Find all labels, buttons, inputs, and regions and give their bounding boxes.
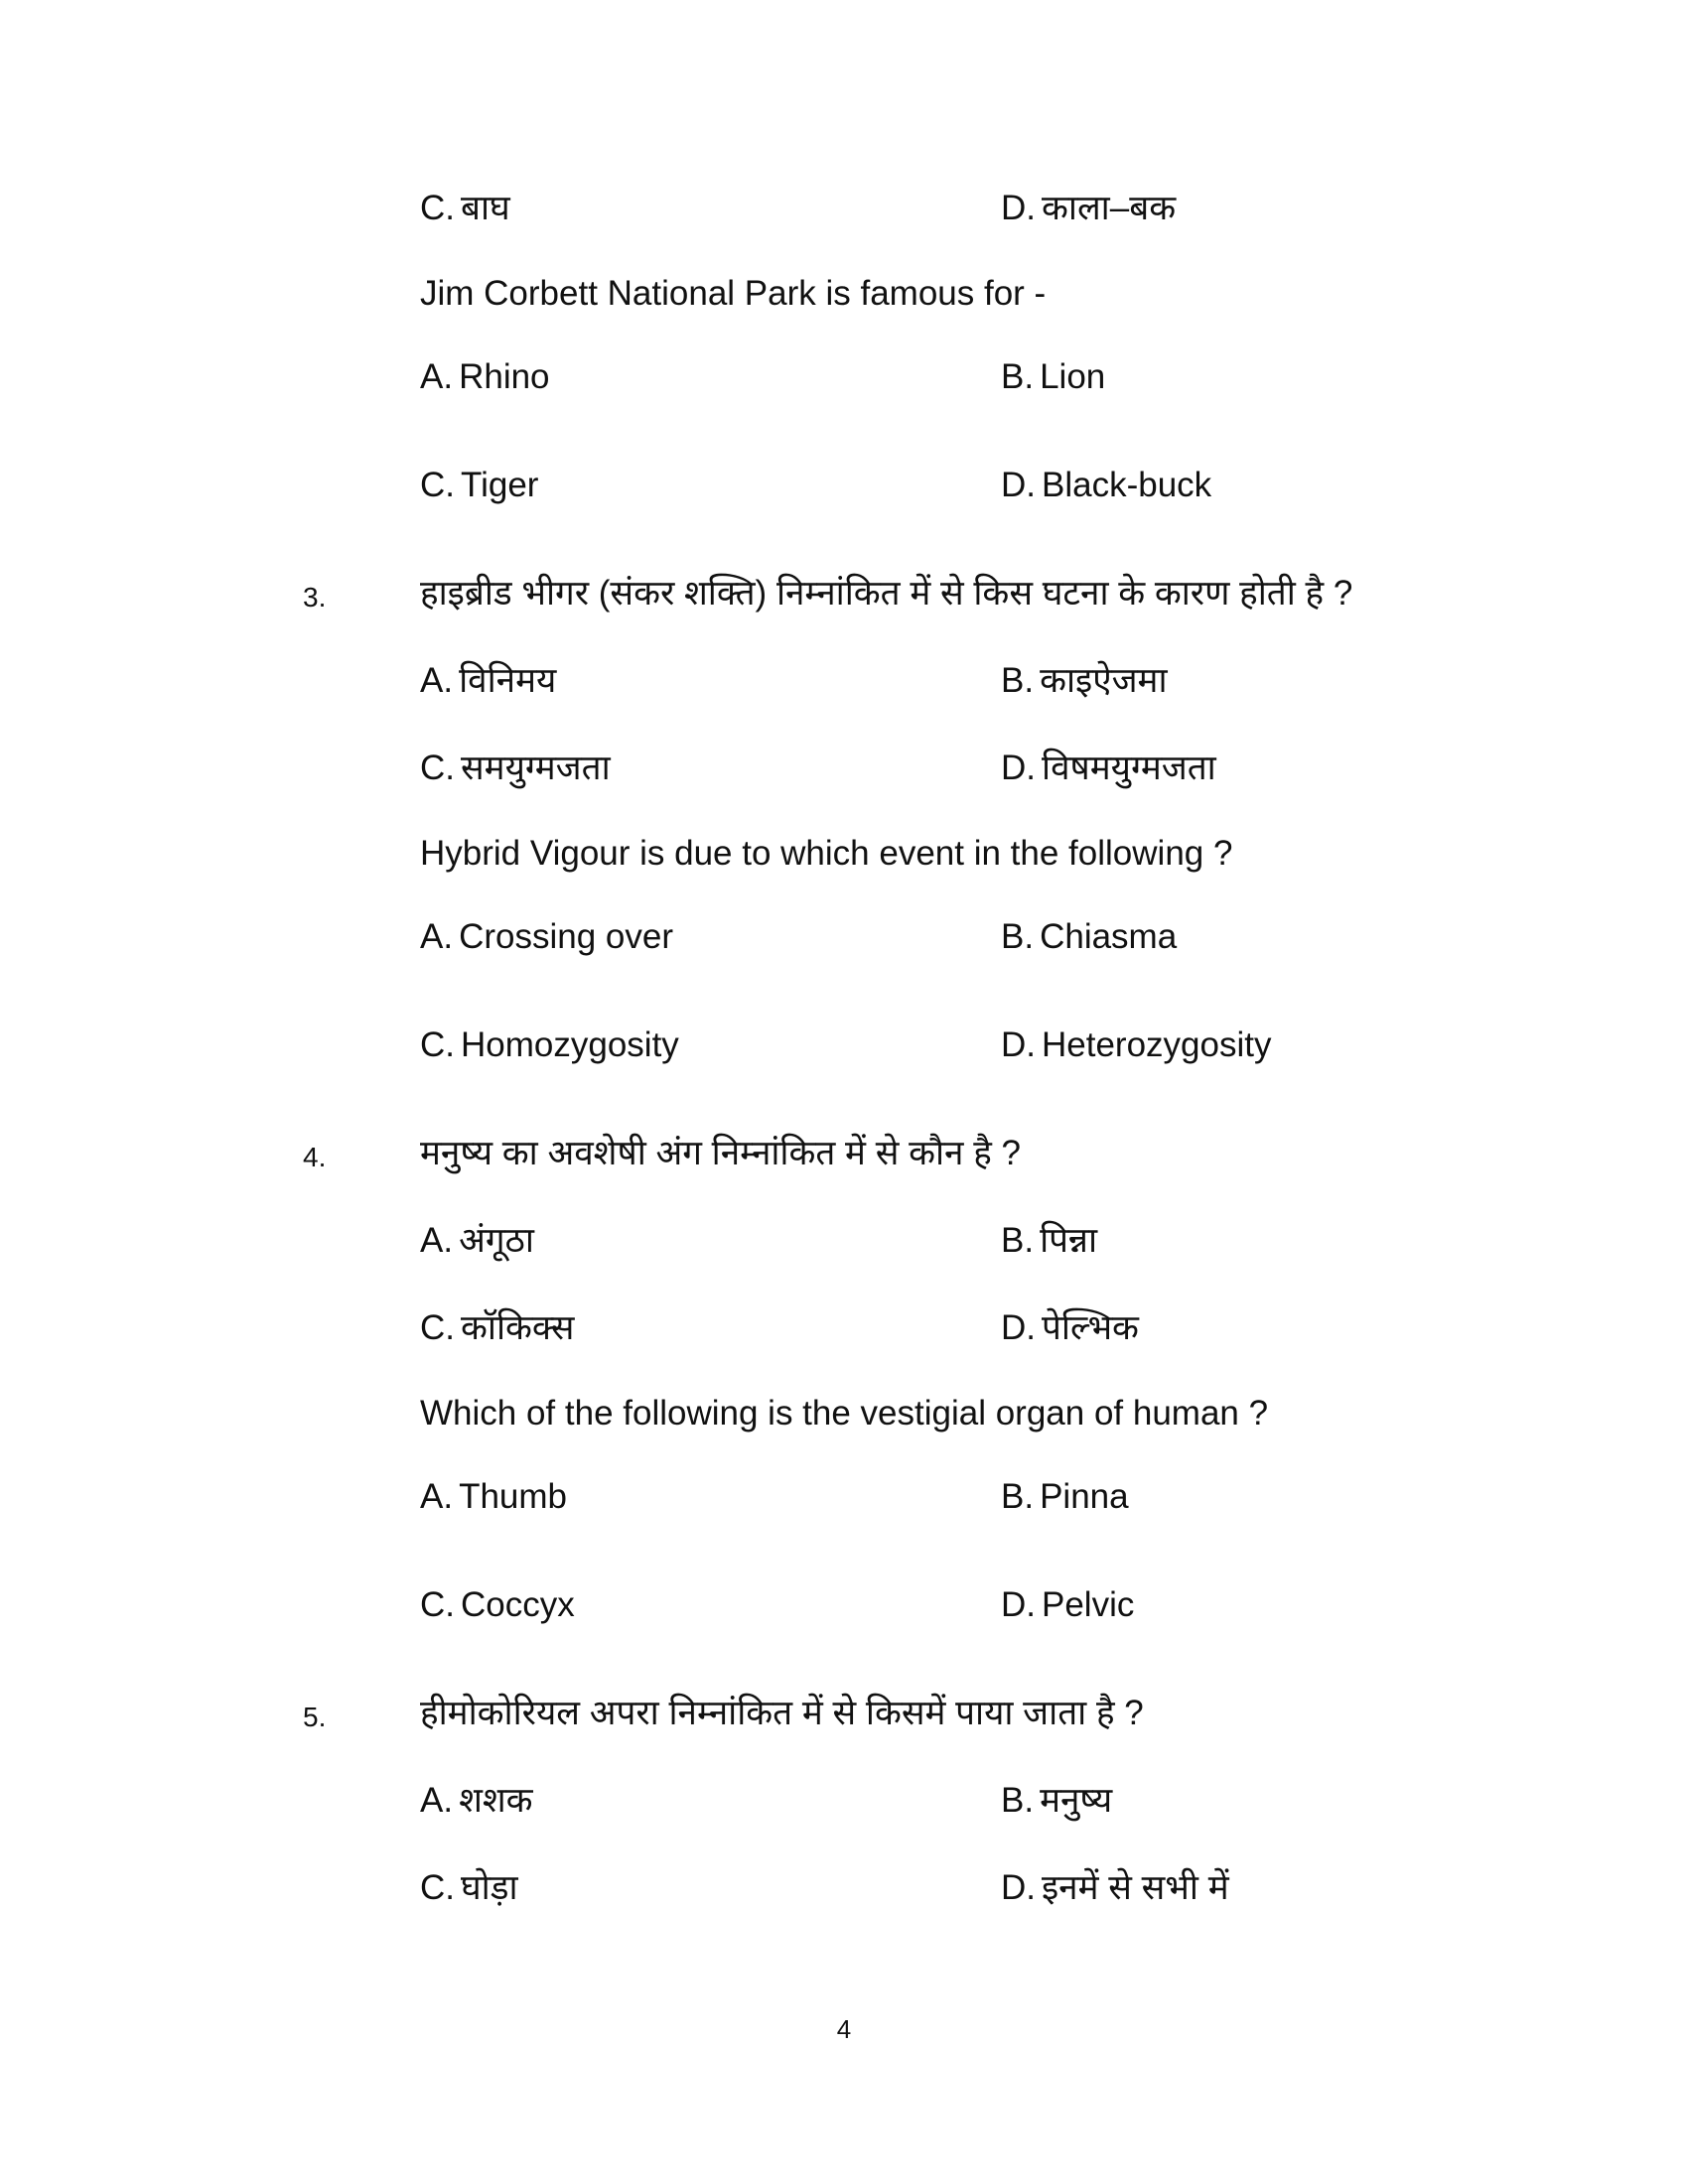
q4-hindi-option-b: B. पिन्ना [1001,1221,1098,1260]
q3-english-option-c: C. Homozygosity [420,1025,679,1064]
q2-hindi-option-c: C. बाघ [420,189,510,227]
q2-english-option-b: B. Lion [1001,357,1106,396]
q4-hindi-option-c: C. कॉकिक्स [420,1308,575,1347]
q3-english-option-a: A. Crossing over [420,917,673,956]
q5-hindi-option-c: C. घोड़ा [420,1868,518,1907]
q4-english-option-a: A. Thumb [420,1477,568,1516]
page-number: 4 [836,2014,852,2044]
q2-english-option-d: D. Black-buck [1001,466,1212,504]
q3-number: 3. [303,582,327,613]
q4-english-option-d: D. Pelvic [1001,1585,1135,1624]
q2-english-option-c: C. Tiger [420,466,539,504]
q4-english-option-c: C. Coccyx [420,1585,575,1624]
q5-number: 5. [303,1702,327,1732]
q4-hindi-stem: मनुष्य का अवशेषी अंग निम्नांकित में से कौन है ? [420,1134,1021,1172]
q3-english-option-d: D. Heterozygosity [1001,1025,1272,1064]
q5-hindi-option-d: D. इनमें से सभी में [1001,1868,1229,1907]
q4-english-option-b: B. Pinna [1001,1477,1129,1516]
q2-english-stem: Jim Corbett National Park is famous for - [420,274,1047,313]
q3-english-option-b: B. Chiasma [1001,917,1178,956]
q3-hindi-option-c: C. समयुग्मजता [420,749,611,787]
q3-hindi-option-d: D. विषमयुग्मजता [1001,749,1216,787]
q3-english-stem: Hybrid Vigour is due to which event in the following ? [420,834,1233,873]
q3-hindi-option-b: B. काइऐजमा [1001,661,1168,700]
q5-hindi-option-b: B. मनुष्य [1001,1781,1113,1820]
q3-hindi-stem: हाइब्रीड भीगर (संकर शक्ति) निम्नांकित में से किस घटना के कारण होती है ? [420,574,1353,613]
q5-hindi-stem: हीमोकोरियल अपरा निम्नांकित में से किसमें पाया जाता है ? [420,1694,1144,1732]
q5-hindi-option-a: A. शशक [420,1781,533,1820]
q4-hindi-option-a: A. अंगूठा [420,1221,534,1260]
q2-hindi-option-d: D. काला–बक [1001,189,1177,227]
q4-number: 4. [303,1142,327,1172]
q2-english-option-a: A. Rhino [420,357,550,396]
q4-english-stem: Which of the following is the vestigial organ of human ? [420,1394,1269,1433]
q3-hindi-option-a: A. विनिमय [420,661,557,700]
q4-hindi-option-d: D. पेल्भिक [1001,1308,1139,1347]
